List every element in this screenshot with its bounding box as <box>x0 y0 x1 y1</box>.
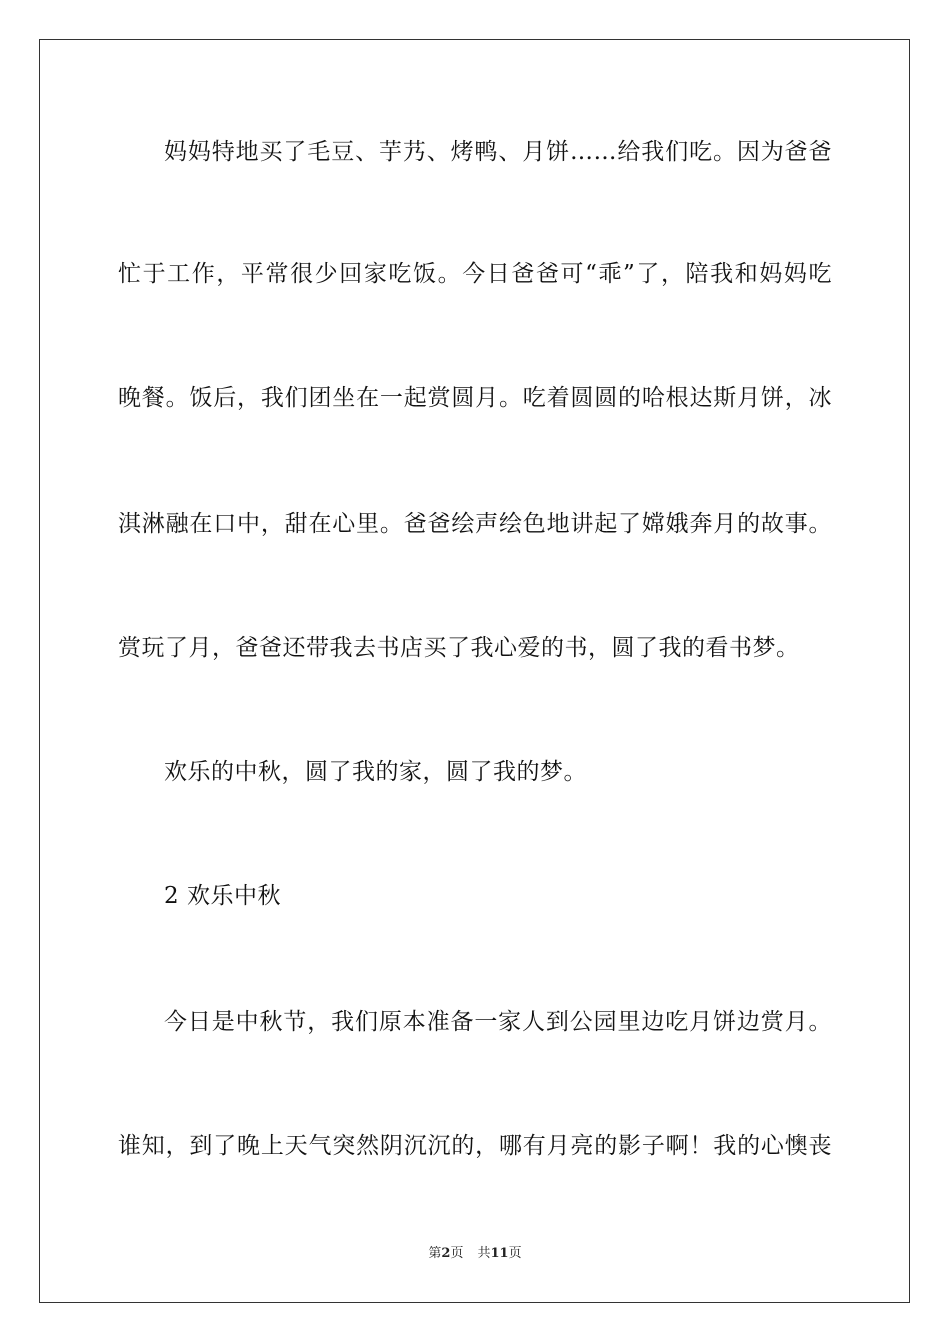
page-frame <box>39 39 910 1303</box>
page-number: 2 <box>441 1246 451 1261</box>
total-pages-unit: 页 <box>508 1246 522 1261</box>
total-pages: 11 <box>490 1246 509 1261</box>
total-pages-prefix: 共 <box>477 1246 491 1261</box>
page-number-unit: 页 <box>450 1246 464 1261</box>
paragraph-line: 忙于工作，平常很少回家吃饭。今日爸爸可“乖”了，陪我和妈妈吃 <box>118 261 832 287</box>
page-footer <box>0 1245 950 1263</box>
page-number-prefix: 第 <box>428 1246 442 1261</box>
paragraph-line: 晚餐。饭后，我们团坐在一起赏圆月。吃着圆圆的哈根达斯月饼，冰 <box>118 385 832 411</box>
paragraph-line: 谁知，到了晚上天气突然阴沉沉的，哪有月亮的影子啊！我的心懊丧 <box>118 1133 832 1159</box>
paragraph-line: 今日是中秋节，我们原本准备一家人到公园里边吃月饼边赏月。 <box>164 1009 832 1035</box>
paragraph-line: 妈妈特地买了毛豆、芋艿、烤鸭、月饼……给我们吃。因为爸爸 <box>164 139 832 165</box>
section-heading: 2 欢乐中秋 <box>164 883 281 909</box>
paragraph-line: 淇淋融在口中，甜在心里。爸爸绘声绘色地讲起了嫦娥奔月的故事。 <box>118 511 832 537</box>
paragraph-line: 欢乐的中秋，圆了我的家，圆了我的梦。 <box>164 759 587 785</box>
paragraph-line: 赏玩了月，爸爸还带我去书店买了我心爱的书，圆了我的看书梦。 <box>118 635 800 661</box>
